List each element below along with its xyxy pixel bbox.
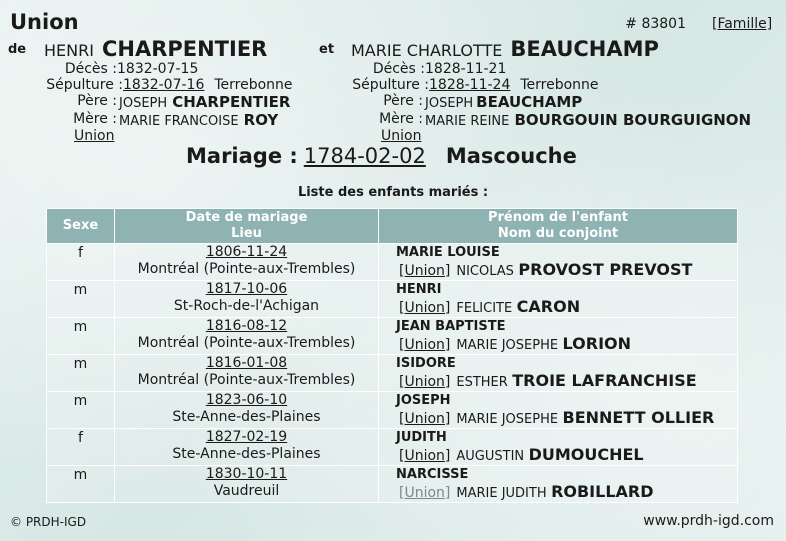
header-date-line2: Lieu: [231, 226, 262, 241]
row-spouse-surname: ROBILLARD: [551, 482, 654, 501]
marriage-label: Mariage :: [186, 144, 298, 168]
header-date-line1: Date de mariage: [185, 210, 308, 225]
row-date-lieu: [115, 281, 379, 318]
husband-mother: [119, 110, 278, 129]
wife-father-given: JOSEPH: [425, 96, 474, 111]
row-marriage-place: Montréal (Pointe-aux-Trembles): [137, 372, 356, 388]
header-sexe: Sexe: [47, 209, 115, 244]
row-sexe: m: [47, 355, 115, 392]
row-union-link[interactable]: [Union]: [399, 300, 451, 316]
husband-deces-value: 1832-07-15: [117, 61, 199, 77]
header-enfant-line1: Prénom de l'enfant: [487, 210, 629, 225]
row-spouse-line: [396, 483, 737, 502]
connector-de: de: [8, 42, 27, 57]
husband-mere-label: Mère :: [73, 111, 117, 127]
row-marriage-place: Ste-Anne-des-Plaines: [172, 446, 321, 462]
table-row: [47, 355, 738, 392]
wife-mere-label: Mère :: [379, 111, 423, 127]
row-spouse-line: [396, 446, 737, 465]
row-spouse-given: MARIE JOSEPHE: [456, 338, 559, 353]
wife-parents-union-link[interactable]: Union: [381, 128, 422, 144]
husband-father-given: JOSEPH: [119, 96, 168, 111]
record-number: # 83801: [625, 16, 686, 32]
husband-mother-given: MARIE FRANCOISE: [119, 114, 239, 129]
row-sexe: m: [47, 392, 115, 429]
wife-mother-surname: BOURGOUIN BOURGUIGNON: [514, 111, 752, 129]
husband-sepulture-value: [123, 77, 293, 93]
row-spouse-surname: DUMOUCHEL: [528, 445, 644, 464]
wife-pere-label: Père :: [383, 93, 423, 109]
table-header-row: [47, 209, 738, 244]
row-marriage-date[interactable]: 1816-01-08: [205, 355, 288, 371]
row-spouse-line: [396, 409, 737, 428]
marriage-place: Mascouche: [445, 144, 577, 168]
row-spouse-given: FELICITE: [456, 301, 513, 316]
row-marriage-place: Vaudreuil: [213, 483, 280, 499]
row-child-name: MARIE LOUISE: [396, 245, 500, 260]
header-enfant-conjoint: [379, 209, 738, 244]
header-date-lieu: [115, 209, 379, 244]
row-child-name: HENRI: [396, 282, 442, 297]
row-spouse-surname: CARON: [516, 297, 581, 316]
wife-sepulture-label: Sépulture :: [352, 77, 429, 93]
row-child-spouse: [379, 318, 738, 355]
row-union-link[interactable]: [Union]: [399, 448, 451, 464]
row-marriage-place: Ste-Anne-des-Plaines: [172, 409, 321, 425]
header-enfant-line2: Nom du conjoint: [497, 226, 619, 241]
website-link[interactable]: www.prdh-igd.com: [643, 513, 774, 529]
wife-given-name: MARIE CHARLOTTE: [351, 41, 503, 60]
row-marriage-date[interactable]: 1817-10-06: [205, 281, 288, 297]
row-date-lieu: [115, 355, 379, 392]
table-row: [47, 392, 738, 429]
row-child-name: JOSEPH: [396, 393, 451, 408]
wife-sepulture-value: [429, 77, 599, 93]
row-spouse-given: NICOLAS: [456, 264, 514, 279]
husband-parents-union-link[interactable]: Union: [74, 128, 115, 144]
wife-name: [351, 37, 659, 61]
row-spouse-surname: PROVOST PREVOST: [518, 260, 693, 279]
row-date-lieu: [115, 318, 379, 355]
wife-surname: BEAUCHAMP: [510, 37, 659, 61]
husband-sepulture-date[interactable]: 1832-07-16: [123, 77, 205, 93]
row-union-link[interactable]: [Union]: [399, 411, 451, 427]
row-sexe: f: [47, 429, 115, 466]
row-child-name: JUDITH: [396, 430, 447, 445]
row-marriage-date[interactable]: 1806-11-24: [205, 244, 288, 260]
row-spouse-line: [396, 335, 737, 354]
row-child-name: ISIDORE: [396, 356, 456, 371]
husband-father-surname: CHARPENTIER: [172, 93, 291, 111]
row-date-lieu: [115, 429, 379, 466]
table-row: [47, 281, 738, 318]
row-marriage-place: Montréal (Pointe-aux-Trembles): [137, 261, 356, 277]
row-date-lieu: [115, 466, 379, 503]
husband-pere-label: Père :: [77, 93, 117, 109]
children-table: [46, 208, 738, 503]
row-union-link[interactable]: [Union]: [399, 374, 451, 390]
row-spouse-surname: LORION: [562, 334, 632, 353]
children-list-title: Liste des enfants mariés :: [297, 185, 489, 200]
table-row: [47, 244, 738, 281]
wife-sepulture-date[interactable]: 1828-11-24: [429, 77, 511, 93]
row-spouse-surname: TROIE LAFRANCHISE: [512, 371, 697, 390]
wife-mother-given: MARIE REINE: [425, 114, 510, 129]
row-marriage-date[interactable]: 1823-06-10: [205, 392, 288, 408]
row-marriage-date[interactable]: 1827-02-19: [205, 429, 288, 445]
row-child-spouse: [379, 429, 738, 466]
row-union-link[interactable]: [Union]: [399, 263, 451, 279]
table-row: [47, 318, 738, 355]
husband-sepulture-label: Sépulture :: [46, 77, 123, 93]
husband-surname: CHARPENTIER: [101, 37, 268, 61]
wife-deces-value: 1828-11-21: [425, 61, 507, 77]
marriage-line: [186, 144, 577, 168]
row-spouse-line: [396, 261, 737, 280]
row-union-link[interactable]: [Union]: [399, 337, 451, 353]
row-date-lieu: [115, 244, 379, 281]
row-date-lieu: [115, 392, 379, 429]
row-sexe: m: [47, 466, 115, 503]
table-row: [47, 466, 738, 503]
row-spouse-surname: BENNETT OLLIER: [562, 408, 715, 427]
row-child-name: JEAN BAPTISTE: [396, 319, 506, 334]
husband-mother-surname: ROY: [243, 111, 279, 129]
row-child-spouse: [379, 355, 738, 392]
copyright: © PRDH-IGD: [10, 515, 87, 529]
row-child-spouse: [379, 281, 738, 318]
wife-father: [425, 92, 582, 111]
row-spouse-given: MARIE JUDITH: [456, 486, 547, 501]
wife-father-surname: BEAUCHAMP: [476, 93, 583, 111]
row-sexe: m: [47, 318, 115, 355]
row-spouse-line: [396, 298, 737, 317]
row-spouse-line: [396, 372, 737, 391]
row-sexe: m: [47, 281, 115, 318]
row-spouse-given: ESTHER: [456, 375, 508, 390]
famille-link[interactable]: [Famille]: [712, 16, 773, 32]
husband-father: [119, 92, 290, 111]
husband-deces-label: Décès :: [64, 61, 117, 77]
husband-given-name: HENRI: [44, 41, 94, 60]
row-child-name: NARCISSE: [396, 467, 469, 482]
row-marriage-date[interactable]: 1830-10-11: [205, 466, 288, 482]
row-child-spouse: [379, 392, 738, 429]
row-child-spouse: [379, 244, 738, 281]
row-marriage-date[interactable]: 1816-08-12: [205, 318, 288, 334]
row-spouse-given: MARIE JOSEPHE: [456, 412, 559, 427]
connector-et: et: [319, 42, 335, 57]
row-marriage-place: Montréal (Pointe-aux-Trembles): [137, 335, 356, 351]
wife-sepulture-place: Terrebonne: [520, 77, 599, 93]
row-union-link[interactable]: [Union]: [399, 485, 451, 501]
table-row: [47, 429, 738, 466]
row-marriage-place: St-Roch-de-l'Achigan: [173, 298, 320, 314]
wife-mother: [425, 110, 751, 129]
page-title: Union: [10, 10, 79, 34]
marriage-date[interactable]: 1784-02-02: [303, 144, 426, 168]
row-sexe: f: [47, 244, 115, 281]
husband-name: [44, 37, 267, 61]
wife-deces-label: Décès :: [372, 61, 425, 77]
row-spouse-given: AUGUSTIN: [456, 449, 525, 464]
husband-sepulture-place: Terrebonne: [214, 77, 293, 93]
row-child-spouse: [379, 466, 738, 503]
